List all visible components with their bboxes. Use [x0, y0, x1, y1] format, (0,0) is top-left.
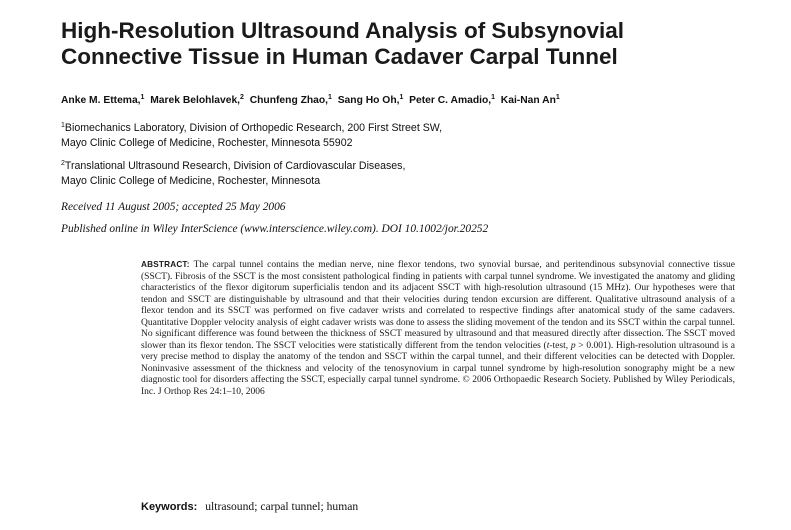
abstract-text: The carpal tunnel contains the median nerve, nine flexor tendons, two synovial bursae, and peritendinous subsynovial connective tissue (SSCT). Fibrosis of the SSCT is the most consistent pathological finding in patients with carpal tunnel syndrome. We investigated the anatomy and gliding characteristics of the flexor digitorum superficialis tendon and its adjacent SSCT with high-resolution ultrasound (15 MHz). Our hypotheses were that tendon and SSCT are distinguishable by ultrasound and that their velocities during tendon excursion are different. Qualitative ultrasound analysis of a flexor tendon and its SSCT was performed on five cadaver wrists and correlated to respective findings after anatomical study of the same cadavers. Quantitative Doppler velocity analysis of eight cadaver wrists was done to assess the sliding movement of the tendon and its SSCT within the carpal tunnel. No significant difference was found between the thickness of SSCT measured by ultrasound and that measured directly after dissection. The SSCT moved slower than its flexor tendon. The SSCT velocities were statistically different from the tendon velocities (: [141, 260, 735, 351]
affiliation-1: [61, 121, 761, 151]
abstract: [141, 259, 735, 399]
affiliation-line: Biomechanics Laboratory, Division of Orthopedic Research, 200 First Street SW,: [64, 122, 443, 134]
author-affiliation-mark: 2: [240, 94, 244, 101]
author-name: Chunfeng Zhao,: [249, 95, 329, 106]
keywords: [141, 499, 735, 515]
affiliation-line: Translational Ultrasound Research, Division of Cardiovascular Diseases,: [64, 160, 406, 172]
title-line-2: Connective Tissue in Human Cadaver Carpal Tunnel: [61, 44, 618, 69]
author-name: Anke M. Ettema,: [61, 95, 141, 106]
author-affiliation-mark: 1: [555, 94, 560, 101]
author-name: Peter C. Amadio,: [409, 95, 492, 106]
author-name: Marek Belohlavek,: [150, 95, 241, 106]
publication-info: Published online in Wiley InterScience (www.interscience.wiley.com). DOI 10.1002/jor.20252: [61, 223, 489, 235]
author-affiliation-mark: 1: [491, 94, 496, 101]
received-accepted-dates: Received 11 August 2005; accepted 25 May 2006: [61, 201, 286, 213]
abstract-text: -test,: [549, 340, 571, 351]
keywords-text: ultrasound; carpal tunnel; human: [205, 500, 359, 513]
author-affiliation-mark: 1: [140, 94, 145, 101]
affiliation-line: Mayo Clinic College of Medicine, Rochester, Minnesota 55902: [61, 137, 353, 149]
affiliation-mark: 1: [61, 122, 65, 129]
keywords-label: Keywords:: [141, 501, 198, 513]
paper-title: [61, 18, 761, 70]
abstract-text: > 0.001). High-resolution ultrasound is a very precise method to display the anatomy of the tendon and SSCT within the carpal tunnel, and their different velocities can be detected with Doppler. Noninvasive assessment of the thickness and velocity of the tenosynovium in carpal tunnel syndrome by high-resolution sonography might be a new diagnostic tool for disorders affecting the SSCT, especially carpal tunnel syndrome. © 2006 Orthopaedic Research Society. Published by Wiley Periodicals, Inc. J Orthop Res 24:1–10, 2006: [141, 340, 736, 398]
author-name: Sang Ho Oh,: [337, 95, 400, 106]
author-list: [61, 94, 761, 108]
title-line-1: High-Resolution Ultrasound Analysis of Subsynovial: [61, 18, 624, 43]
author-affiliation-mark: 1: [399, 94, 404, 101]
affiliation-mark: 2: [61, 160, 65, 167]
author-affiliation-mark: 1: [328, 94, 332, 101]
abstract-italic-t: t: [546, 340, 550, 351]
abstract-label: ABSTRACT:: [141, 260, 190, 269]
affiliation-2: [61, 159, 761, 189]
affiliation-line: Mayo Clinic College of Medicine, Rochester, Minnesota: [61, 175, 321, 187]
abstract-italic-p: p: [570, 340, 576, 351]
author-name: Kai-Nan An: [500, 95, 556, 106]
